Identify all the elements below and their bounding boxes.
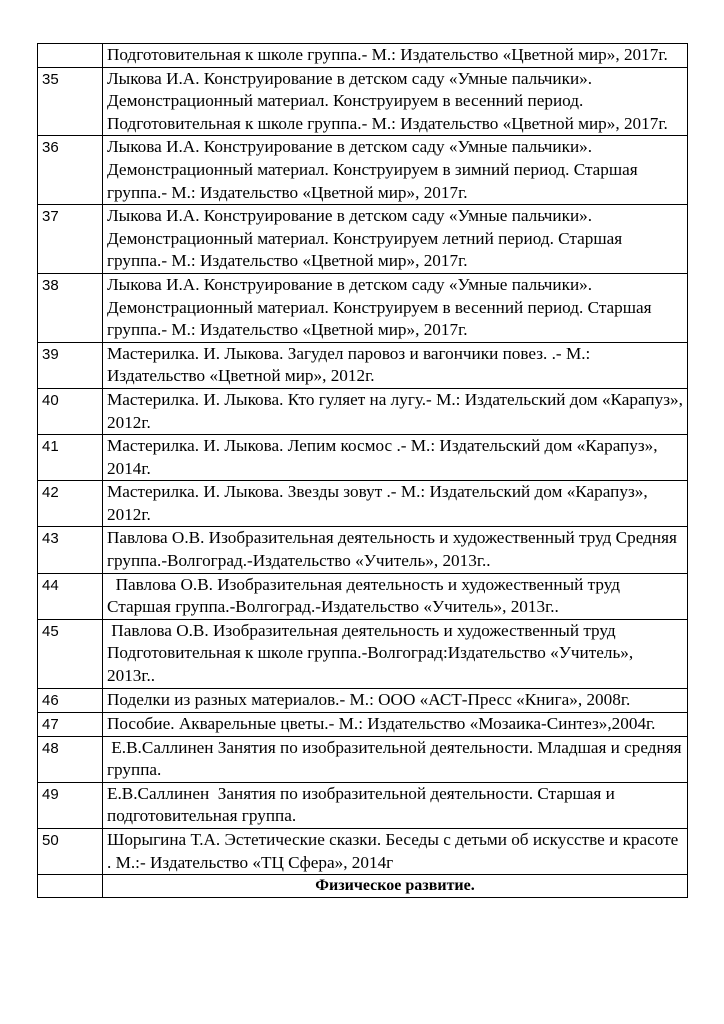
row-number: 39 <box>38 342 103 388</box>
row-number: 36 <box>38 136 103 205</box>
row-entry: Павлова О.В. Изобразительная деятельность и художественный труд Средняя группа.-Волгоград.-Издательство «Учитель», 2013г.. <box>103 527 688 573</box>
table-row <box>38 273 688 342</box>
row-entry: Е.В.Саллинен Занятия по изобразительной деятельности. Старшая и подготовительная группа. <box>103 782 688 828</box>
row-number: 43 <box>38 527 103 573</box>
table-row <box>38 481 688 527</box>
row-entry: Пособие. Акварельные цветы.- М.: Издательство «Мозаика-Синтез»,2004г. <box>103 712 688 736</box>
row-entry: Мастерилка. И. Лыкова. Загудел паровоз и вагончики повез. .- М.: Издательство «Цветной мир», 2012г. <box>103 342 688 388</box>
row-number: 50 <box>38 829 103 875</box>
row-entry: Лыкова И.А. Конструирование в детском саду «Умные пальчики». Демонстрационный материал. Конструируем летний период. Старшая группа.- М.: Издательство «Цветной мир», 2017г. <box>103 205 688 274</box>
row-entry: Шорыгина Т.А. Эстетические сказки. Беседы с детьми об искусстве и красоте . М.:- Издательство «ТЦ Сфера», 2014г <box>103 829 688 875</box>
document-page <box>37 43 688 898</box>
row-number <box>38 44 103 68</box>
table-row <box>38 782 688 828</box>
table-row <box>38 712 688 736</box>
row-entry: Подготовительная к школе группа.- М.: Издательство «Цветной мир», 2017г. <box>103 44 688 68</box>
row-number: 47 <box>38 712 103 736</box>
row-entry: Мастерилка. И. Лыкова. Кто гуляет на лугу.- М.: Издательский дом «Карапуз», 2012г. <box>103 388 688 434</box>
table-row <box>38 435 688 481</box>
bibliography-table <box>37 43 688 898</box>
row-number: 37 <box>38 205 103 274</box>
row-number: 48 <box>38 736 103 782</box>
row-entry: Лыкова И.А. Конструирование в детском саду «Умные пальчики». Демонстрационный материал. Конструируем в весенний период. Подготовительная к школе группа.- М.: Издательство «Цветной мир», 2017г. <box>103 67 688 136</box>
row-entry: Мастерилка. И. Лыкова. Лепим космос .- М.: Издательский дом «Карапуз», 2014г. <box>103 435 688 481</box>
row-entry: Павлова О.В. Изобразительная деятельность и художественный труд Подготовительная к школе группа.-Волгоград:Издательство «Учитель», 2013г.. <box>103 619 688 688</box>
row-number: 35 <box>38 67 103 136</box>
row-number: 42 <box>38 481 103 527</box>
table-row <box>38 44 688 68</box>
table-row <box>38 388 688 434</box>
row-number: 41 <box>38 435 103 481</box>
row-number: 40 <box>38 388 103 434</box>
row-number: 45 <box>38 619 103 688</box>
row-entry: Е.В.Саллинен Занятия по изобразительной деятельности. Младшая и средняя группа. <box>103 736 688 782</box>
row-number: 44 <box>38 573 103 619</box>
row-entry: Павлова О.В. Изобразительная деятельность и художественный труд Старшая группа.-Волгоград.-Издательство «Учитель», 2013г.. <box>103 573 688 619</box>
table-row <box>38 67 688 136</box>
row-number: 49 <box>38 782 103 828</box>
table-row <box>38 736 688 782</box>
table-row <box>38 829 688 875</box>
row-number: 38 <box>38 273 103 342</box>
section-number-cell <box>38 875 103 898</box>
row-entry: Лыкова И.А. Конструирование в детском саду «Умные пальчики». Демонстрационный материал. Конструируем в зимний период. Старшая группа.- М.: Издательство «Цветной мир», 2017г. <box>103 136 688 205</box>
row-entry: Лыкова И.А. Конструирование в детском саду «Умные пальчики». Демонстрационный материал. Конструируем в весенний период. Старшая группа.- М.: Издательство «Цветной мир», 2017г. <box>103 273 688 342</box>
section-title: Физическое развитие. <box>103 875 688 898</box>
bibliography-rows <box>38 44 688 898</box>
section-header-row <box>38 875 688 898</box>
row-number: 46 <box>38 688 103 712</box>
table-row <box>38 688 688 712</box>
row-entry: Поделки из разных материалов.- М.: ООО «АСТ-Пресс «Книга», 2008г. <box>103 688 688 712</box>
table-row <box>38 205 688 274</box>
table-row <box>38 573 688 619</box>
row-entry: Мастерилка. И. Лыкова. Звезды зовут .- М.: Издательский дом «Карапуз», 2012г. <box>103 481 688 527</box>
table-row <box>38 136 688 205</box>
table-row <box>38 527 688 573</box>
table-row <box>38 342 688 388</box>
table-row <box>38 619 688 688</box>
